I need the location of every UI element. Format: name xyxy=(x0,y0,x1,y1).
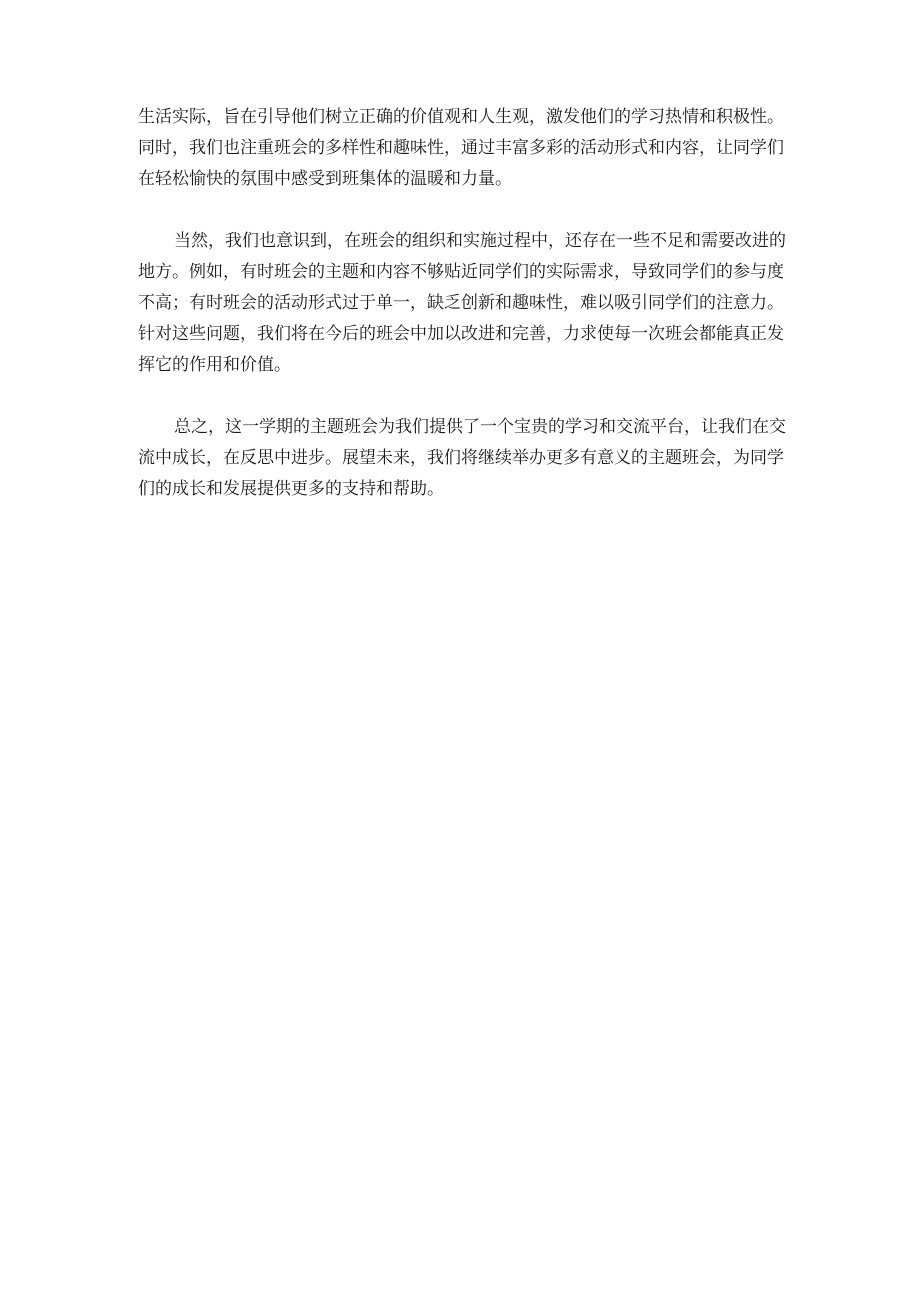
text-line: 地方。例如，有时班会的主题和内容不够贴近同学们的实际需求，导致同学们的参与度 xyxy=(138,262,784,282)
paragraph-conclusion xyxy=(138,412,798,505)
text-line: 生活实际，旨在引导他们树立正确的价值观和人生观，激发他们的学习热情和积极性。 xyxy=(138,107,784,127)
document-body xyxy=(138,102,798,536)
text-line: 在轻松愉快的氛围中感受到班集体的温暖和力量。 xyxy=(138,169,512,189)
text-line: 针对这些问题，我们将在今后的班会中加以改进和完善，力求使每一次班会都能真正发 xyxy=(138,324,784,344)
paragraph-continued-intro xyxy=(138,102,798,195)
text-line: 们的成长和发展提供更多的支持和帮助。 xyxy=(138,479,444,499)
text-line: 不高；有时班会的活动形式过于单一，缺乏创新和趣味性，难以吸引同学们的注意力。 xyxy=(138,293,784,313)
text-line: 当然，我们也意识到，在班会的组织和实施过程中，还存在一些不足和需要改进的 xyxy=(174,231,786,251)
text-line: 流中成长，在反思中进步。展望未来，我们将继续举办更多有意义的主题班会，为同学 xyxy=(138,448,784,468)
text-line: 同时，我们也注重班会的多样性和趣味性，通过丰富多彩的活动形式和内容，让同学们 xyxy=(138,138,784,158)
text-line: 总之，这一学期的主题班会为我们提供了一个宝贵的学习和交流平台，让我们在交 xyxy=(174,417,786,437)
paragraph-shortcomings xyxy=(138,226,798,381)
text-line: 挥它的作用和价值。 xyxy=(138,355,291,375)
